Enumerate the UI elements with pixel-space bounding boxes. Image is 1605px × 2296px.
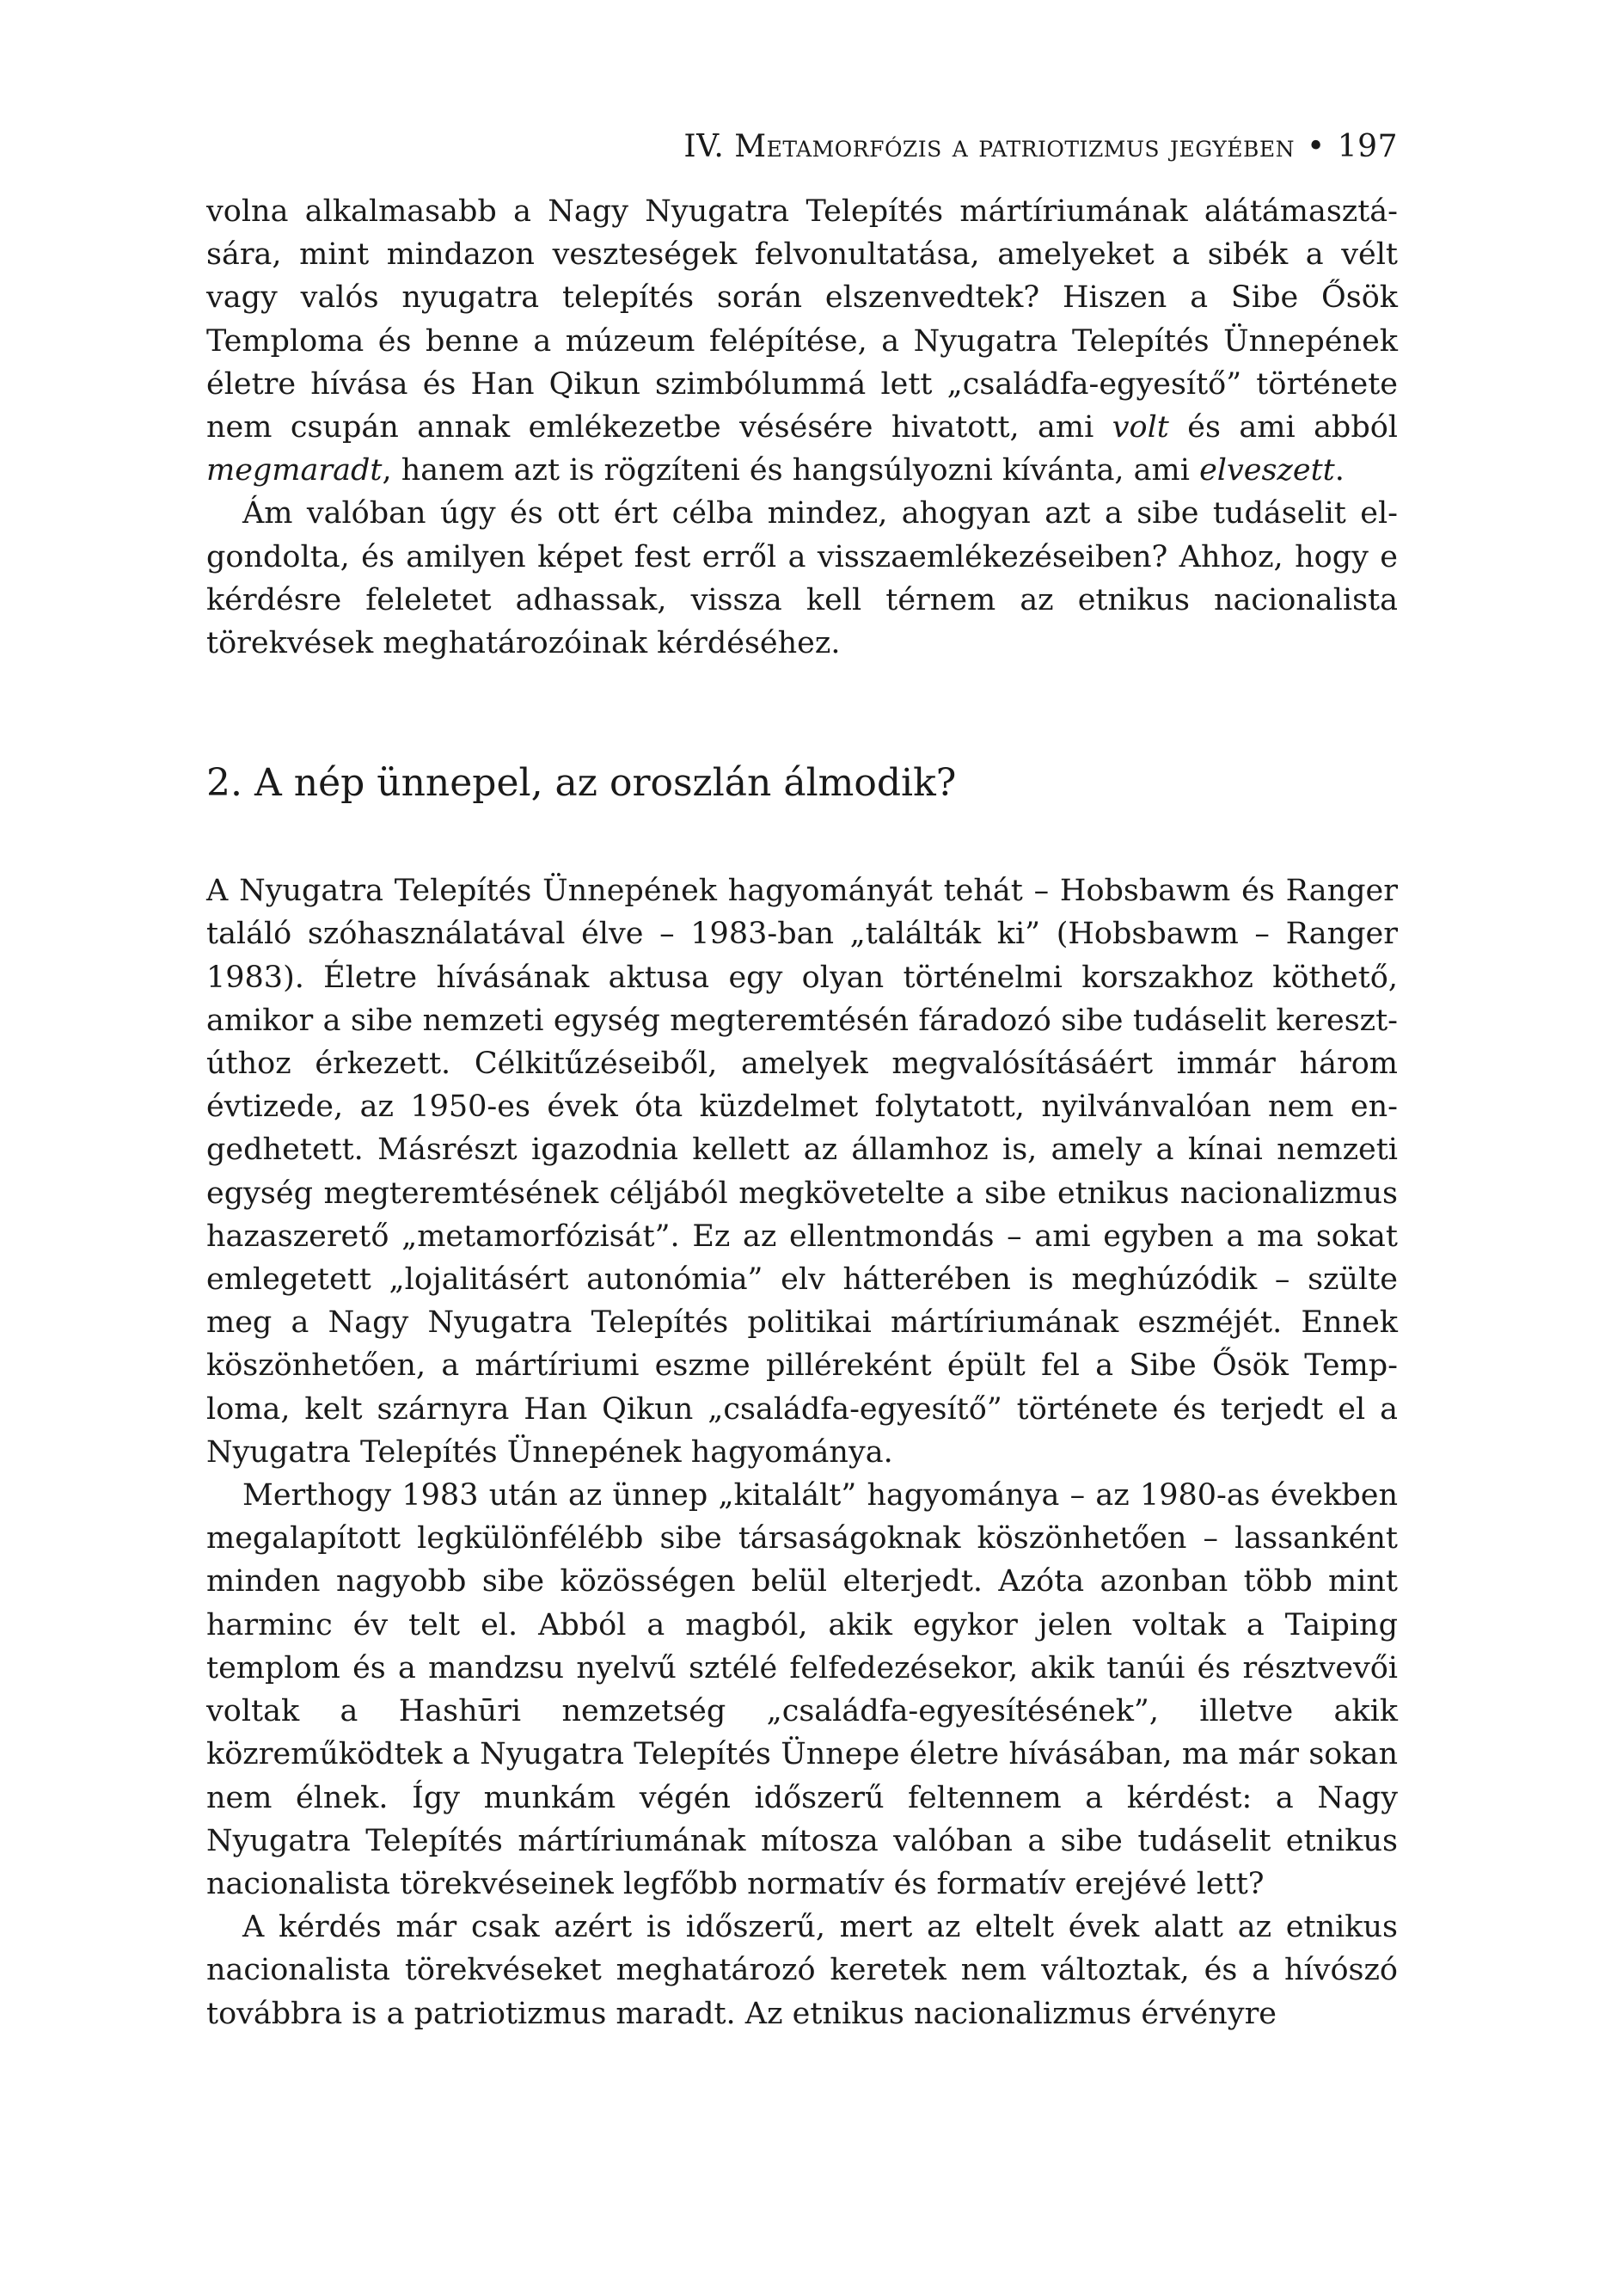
emphasis-volt: volt xyxy=(1112,410,1169,445)
emphasis-elveszett: elveszett xyxy=(1199,453,1335,488)
paragraph-1 xyxy=(206,190,1398,492)
paragraph-5: A kérdés már csak azért is időszerű, mert az eltelt évek alatt az etnikus nacionalista törekvéseket meghatározó keretek nem változtak, és a hívószó továbbra is a patriotizmus maradt. Az etnikus nacionalizmus érvényre xyxy=(206,1910,1398,2031)
paragraph-3: A Nyugatra Telepítés Ünnepének hagyományát tehát – Hobsbawm és Ranger találó szóhasználatával élve – 1983-ban „találták ki” (Hobsbawm – Ranger 1983). Életre hívásának aktusa egy olyan történelmi korszakhoz köthető, amikor a sibe nemzeti egység megteremtésén fáradozó sibe tudáselit keresztúthoz érkezett. Célkitűzéseiből, amelyek megvalósításáért immár három évtizede, az 1950-es évek óta küzdelmet folytatott, nyilvánvalóan nem engedhetett. Másrészt igazodnia kellett az államhoz is, amely a kínai nemzeti egység megteremtésének céljából megkövetelte a sibe etnikus nacionalizmus hazaszerető „metamorfózisát”. Ez az ellentmondás – ami egyben a ma sokat emlegetett „lojalitásért autonómia” elv hátterében is meghúzódik – szülte meg a Nagy Nyugatra Telepítés politikai mártíriumának eszméjét. Ennek köszönhetően, a mártíriumi eszme pilléreként épült fel a Sibe Ősök Temploma, kelt szárnyra Han Qikun „családfa-egyesítő” története és terjedt el a Nyugatra Telepítés Ünnepének hagyománya. xyxy=(206,874,1398,1470)
emphasis-megmaradt: megmaradt xyxy=(206,453,383,488)
section-heading: 2. A nép ünnepel, az oroszlán álmodik? xyxy=(206,761,957,806)
page-number: 197 xyxy=(1337,129,1398,164)
book-page xyxy=(206,129,1398,2035)
separator-bullet: • xyxy=(1307,129,1326,164)
paragraph-2: Ám valóban úgy és ott ért célba mindez, ahogyan azt a sibe tudáselit elgondolta, és amilyen képet fest erről a visszaemlékezéseiben? Ahhoz, hogy e kérdésre feleletet adhassak, vissza kell térnem az etnikus nacionalista törekvések meghatározóinak kérdéséhez. xyxy=(206,496,1398,661)
paragraph-1-text-a: volna alkalmasabb a Nagy Nyugatra Telepítés mártíriumának alátámasztására, mint mindazon veszteségek felvonultatása, amelyeket a sibék a vélt vagy valós nyugatra telepítés során elszenvedtek? Hiszen a Sibe Ősök Temploma és benne a múzeum felépítése, a Nyugatra Telepítés Ünnepének életre hívása és Han Qikun szimbólummá lett „családfa-egyesítő” története nem csupán annak emlékezetbe vésésére hivatott, ami xyxy=(206,194,1398,445)
paragraph-4: Merthogy 1983 után az ünnep „kitalált” hagyománya – az 1980-as években megalapított legkülönfélébb sibe társaságoknak köszönhetően – lassanként minden nagyobb sibe közösségen belül elterjedt. Azóta azonban több mint harminc év telt el. Abból a magból, akik egykor jelen voltak a Taiping templom és a mandzsu nyelvű sztélé felfedezésekor, akik tanúi és résztvevői voltak a Hashūri nemzetség „családfa-egyesítésének”, illetve akik közreműködtek a Nyugatra Telepítés Ünnepe életre hívásában, ma már sokan nem élnek. Így munkám végén időszerű feltennem a kérdést: a Nagy Nyugatra Telepítés mártíriumának mítosza valóban a sibe tudáselit etnikus nacionalista törekvéseinek legfőbb normatív és formatív erejévé lett? xyxy=(206,1478,1398,1901)
chapter-title: IV. Metamorfózis a patriotizmus jegyében xyxy=(683,129,1296,164)
running-head xyxy=(206,129,1398,164)
paragraph-1-text-d: . xyxy=(1334,453,1345,488)
paragraph-1-text-c: , hanem azt is rögzíteni és hangsúlyozni kívánta, ami xyxy=(382,453,1200,488)
paragraph-1-text-b: és ami abból xyxy=(1168,410,1399,445)
